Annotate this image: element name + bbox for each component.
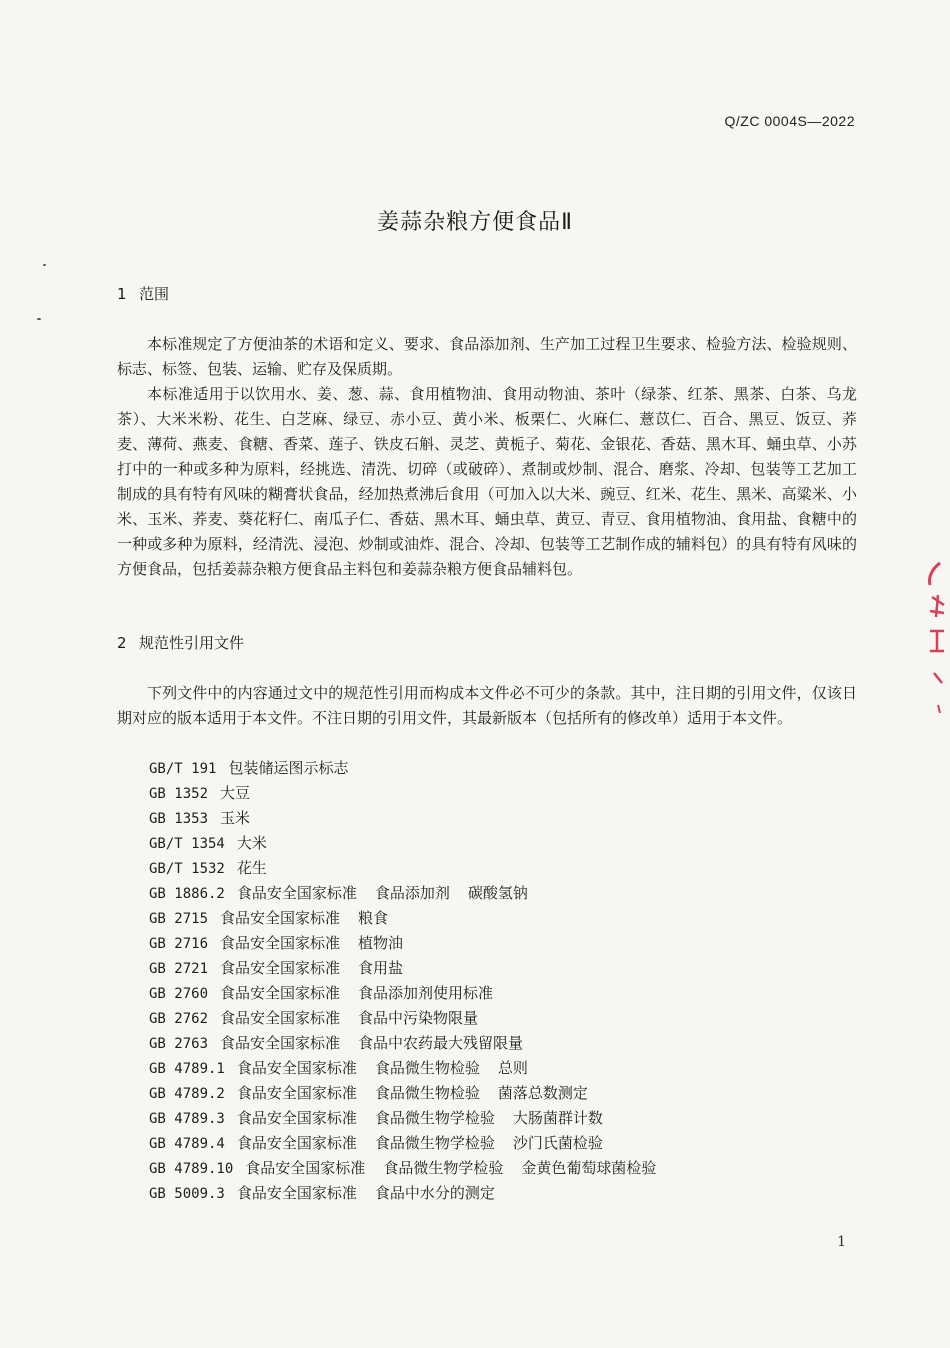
reference-code: GB 1352 bbox=[149, 786, 209, 802]
reference-item bbox=[149, 1006, 656, 1031]
scope-paragraph-1: 本标准规定了方便油茶的术语和定义、要求、食品添加剂、生产加工过程卫生要求、检验方法、检验规则、标志、标签、包装、运输、贮存及保质期。 bbox=[117, 335, 857, 378]
reference-code: GB/T 1532 bbox=[149, 861, 225, 877]
section-number: 2 bbox=[117, 634, 127, 652]
reference-title-part: 植物油 bbox=[358, 934, 404, 952]
references-intro: 下列文件中的内容通过文中的规范性引用而构成本文件必不可少的条款。其中，注日期的引用文件，仅该日期对应的版本适用于本文件。不注日期的引用文件，其最新版本（包括所有的修改单）适用于本文件。 bbox=[117, 684, 857, 727]
section-1-heading bbox=[117, 283, 169, 304]
reference-title-part: 食品安全国家标准 bbox=[236, 1059, 357, 1077]
reference-item bbox=[149, 856, 656, 881]
reference-item bbox=[149, 931, 656, 956]
reference-code: GB 2716 bbox=[149, 936, 209, 952]
reference-code: GB 2721 bbox=[149, 961, 209, 977]
reference-code: GB 4789.4 bbox=[149, 1136, 225, 1152]
reference-code: GB 4789.2 bbox=[149, 1086, 225, 1102]
reference-title-part: 粮食 bbox=[358, 909, 389, 927]
reference-title-part: 大肠菌群计数 bbox=[512, 1109, 603, 1127]
reference-item bbox=[149, 1106, 656, 1131]
reference-code: GB 5009.3 bbox=[149, 1186, 225, 1202]
reference-code: GB/T 1354 bbox=[149, 836, 225, 852]
reference-title-part: 食用盐 bbox=[358, 959, 404, 977]
section-title: 范围 bbox=[139, 285, 170, 303]
reference-item bbox=[149, 1131, 656, 1156]
reference-code: GB 1886.2 bbox=[149, 886, 225, 902]
reference-title-part: 食品微生物检验 bbox=[374, 1084, 480, 1102]
reference-title-part: 食品安全国家标准 bbox=[236, 1184, 357, 1202]
reference-code: GB 4789.1 bbox=[149, 1061, 225, 1077]
reference-title-part: 食品安全国家标准 bbox=[220, 1034, 341, 1052]
standard-code: Q/ZC 0004S—2022 bbox=[724, 113, 855, 129]
scan-speck bbox=[43, 264, 46, 266]
reference-code: GB/T 191 bbox=[149, 761, 217, 777]
reference-title-part: 食品安全国家标准 bbox=[220, 984, 341, 1002]
reference-title-part: 食品安全国家标准 bbox=[245, 1159, 366, 1177]
reference-code: GB 4789.3 bbox=[149, 1111, 225, 1127]
reference-item bbox=[149, 906, 656, 931]
reference-code: GB 2763 bbox=[149, 1036, 209, 1052]
reference-title-part: 食品微生物检验 bbox=[374, 1059, 480, 1077]
reference-title-part: 菌落总数测定 bbox=[497, 1084, 588, 1102]
reference-title-part: 食品安全国家标准 bbox=[236, 1084, 357, 1102]
reference-title-part: 大米 bbox=[236, 834, 267, 852]
reference-title-part: 食品安全国家标准 bbox=[236, 1109, 357, 1127]
reference-title-part: 金黄色葡萄球菌检验 bbox=[521, 1159, 657, 1177]
reference-title-part: 大豆 bbox=[220, 784, 251, 802]
reference-title-part: 食品安全国家标准 bbox=[236, 884, 357, 902]
reference-item bbox=[149, 1156, 656, 1181]
reference-item bbox=[149, 956, 656, 981]
scope-paragraph-2: 本标准适用于以饮用水、姜、葱、蒜、食用植物油、食用动物油、茶叶（绿茶、红茶、黑茶、白茶、乌龙茶）、大米米粉、花生、白芝麻、绿豆、赤小豆、黄小米、板栗仁、火麻仁、薏苡仁、百合、黑豆、饭豆、荞麦、薄荷、燕麦、食糖、香菜、莲子、铁皮石斛、灵芝、黄栀子、菊花、金银花、香菇、黑木耳、蛹虫草、小苏打中的一种或多种为原料，经挑选、清洗、切碎（或破碎）、煮制或炒制、混合、磨浆、冷却、包装等工艺加工制成的具有特有风味的糊膏状食品，经加热煮沸后食用（可加入以大米、豌豆、红米、花生、黑米、高粱米、小米、玉米、荞麦、葵花籽仁、南瓜子仁、香菇、黑木耳、蛹虫草、黄豆、青豆、食用植物油、食用盐、食糖中的一种或多种为原料，经清洗、浸泡、炒制或油炸、混合、冷却、包装等工艺制作成的辅料包）的具有特有风味的方便食品，包括姜蒜杂粮方便食品主料包和姜蒜杂粮方便食品辅料包。 bbox=[117, 385, 857, 578]
reference-title-part: 食品添加剂使用标准 bbox=[358, 984, 494, 1002]
reference-item bbox=[149, 1081, 656, 1106]
reference-item bbox=[149, 881, 656, 906]
reference-title-part: 花生 bbox=[236, 859, 267, 877]
reference-title-part: 沙门氏菌检验 bbox=[512, 1134, 603, 1152]
reference-title-part: 食品中水分的测定 bbox=[374, 1184, 495, 1202]
reference-item bbox=[149, 1056, 656, 1081]
reference-title-part: 总则 bbox=[497, 1059, 528, 1077]
reference-title-part: 玉米 bbox=[220, 809, 251, 827]
reference-title-part: 食品微生物学检验 bbox=[374, 1134, 495, 1152]
reference-item bbox=[149, 806, 656, 831]
reference-item bbox=[149, 1181, 656, 1206]
reference-code: GB 1353 bbox=[149, 811, 209, 827]
reference-title-part: 食品安全国家标准 bbox=[220, 1009, 341, 1027]
reference-code: GB 2762 bbox=[149, 1011, 209, 1027]
reference-item bbox=[149, 781, 656, 806]
reference-title-part: 包装储运图示标志 bbox=[228, 759, 349, 777]
section-number: 1 bbox=[117, 285, 127, 303]
reference-title-part: 食品中污染物限量 bbox=[358, 1009, 479, 1027]
reference-title-part: 食品安全国家标准 bbox=[220, 959, 341, 977]
reference-title-part: 食品微生物学检验 bbox=[374, 1109, 495, 1127]
section-2-heading bbox=[117, 632, 244, 653]
page-number: 1 bbox=[837, 1234, 846, 1250]
reference-title-part: 食品添加剂 bbox=[374, 884, 450, 902]
scan-speck bbox=[37, 318, 41, 320]
reference-list bbox=[149, 756, 656, 1206]
stamp-mark-icon bbox=[918, 555, 950, 755]
reference-title-part: 碳酸氢钠 bbox=[467, 884, 528, 902]
reference-title-part: 食品安全国家标准 bbox=[236, 1134, 357, 1152]
reference-code: GB 2760 bbox=[149, 986, 209, 1002]
document-title: 姜蒜杂粮方便食品Ⅱ bbox=[377, 210, 573, 235]
reference-title-part: 食品微生物学检验 bbox=[383, 1159, 504, 1177]
reference-item bbox=[149, 1031, 656, 1056]
reference-code: GB 2715 bbox=[149, 911, 209, 927]
reference-item bbox=[149, 981, 656, 1006]
reference-title-part: 食品安全国家标准 bbox=[220, 909, 341, 927]
reference-item bbox=[149, 756, 656, 781]
section-title: 规范性引用文件 bbox=[139, 634, 245, 652]
reference-title-part: 食品安全国家标准 bbox=[220, 934, 341, 952]
reference-item bbox=[149, 831, 656, 856]
reference-code: GB 4789.10 bbox=[149, 1161, 234, 1177]
reference-title-part: 食品中农药最大残留限量 bbox=[358, 1034, 524, 1052]
